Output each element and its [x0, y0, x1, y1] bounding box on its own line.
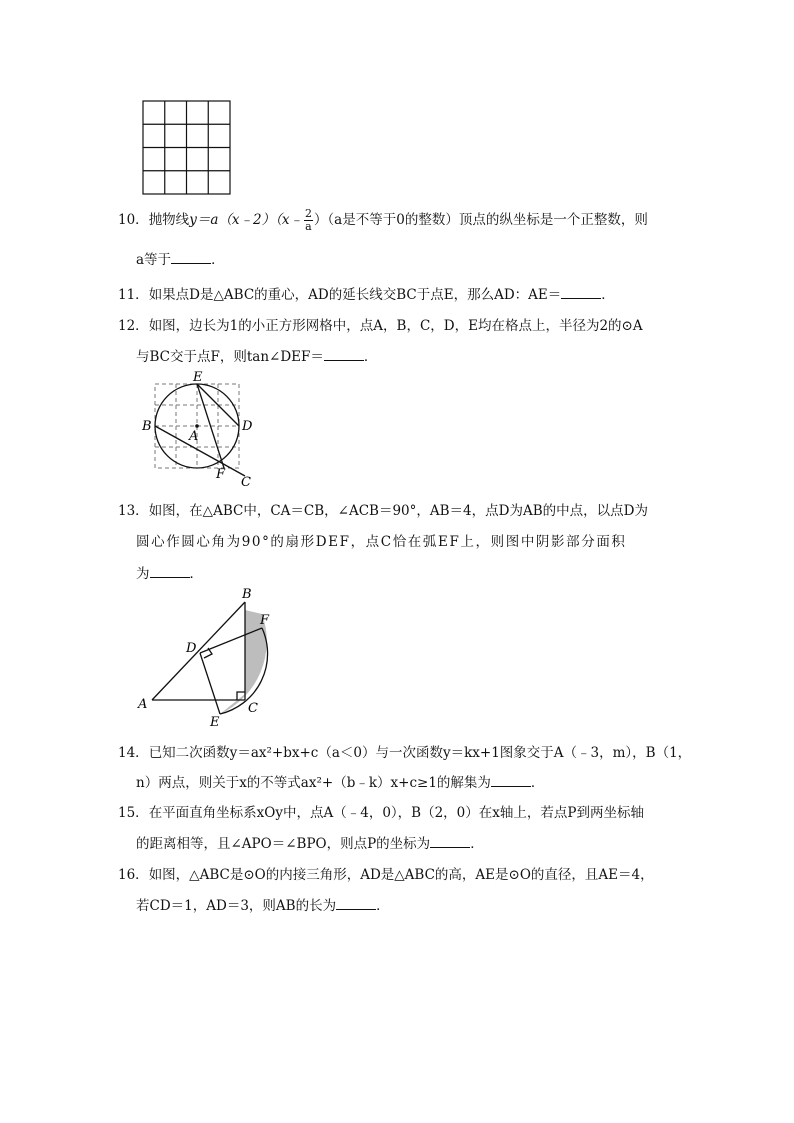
question-text: ）（a是不等于0的整数）顶点的纵坐标是一个正整数，则 — [313, 212, 648, 228]
question-number: 14． — [118, 745, 149, 761]
circle-grid-figure — [138, 368, 264, 490]
punctuation: ． — [363, 349, 378, 365]
question-number: 13． — [118, 503, 149, 519]
question-number: 11． — [118, 287, 149, 303]
question-text: n）两点，则关于x的不等式ax²+（b﹣k）x+c≥1的解集为 — [136, 775, 491, 791]
label-E: E — [210, 715, 220, 728]
label-A: A — [189, 429, 199, 444]
question-text: 的距离相等，且∠APO＝∠BPO，则点P的坐标为 — [136, 836, 431, 852]
label-F: F — [260, 613, 270, 628]
label-C: C — [248, 701, 258, 716]
question-text: 如图，△ABC是⊙O的内接三角形，AD是△ABC的高，AE是⊙O的直径，且AE＝4， — [148, 867, 654, 883]
question-number: 10． — [118, 212, 149, 228]
question-15-line-2 — [136, 832, 484, 852]
question-16-line-1 — [118, 863, 654, 883]
grid-figure — [142, 100, 232, 196]
answer-blank[interactable] — [336, 897, 376, 910]
question-text: 如果点D是△ABC的重心，AD的延长线交BC于点E，那么AD：AE＝ — [148, 287, 562, 303]
equation: y＝a（x﹣2）（x﹣ — [189, 212, 303, 228]
punctuation: ． — [530, 775, 545, 791]
question-13-line-1 — [118, 499, 648, 519]
label-B: B — [242, 587, 252, 602]
question-text: 为 — [136, 566, 150, 582]
question-12-line-1 — [118, 314, 643, 334]
question-11 — [118, 283, 615, 303]
question-13-line-2 — [136, 530, 627, 550]
question-text: 抛物线 — [148, 212, 190, 228]
question-text: 圆心作圆心角为90°的扇形DEF，点C恰在弧EF上，则图中阴影部分面积 — [136, 534, 627, 550]
question-14-line-1 — [118, 741, 691, 761]
answer-blank[interactable] — [171, 251, 211, 264]
label-A: A — [138, 697, 148, 712]
question-12-line-2 — [136, 345, 377, 365]
question-text: 如图，在△ABC中，CA＝CB，∠ACB＝90°，AB＝4，点D为AB的中点，以点D为 — [148, 503, 648, 519]
answer-blank[interactable] — [430, 835, 470, 848]
question-text: 如图，边长为1的小正方形网格中，点A，B，C，D，E均在格点上，半径为2的⊙A — [148, 318, 643, 334]
fraction — [304, 208, 313, 233]
question-13-line-3 — [136, 562, 203, 582]
punctuation: ． — [376, 898, 390, 914]
punctuation: ． — [211, 252, 225, 268]
fraction-denominator: a — [305, 220, 312, 233]
label-D: D — [186, 641, 197, 656]
question-number: 15． — [118, 805, 149, 821]
label-C: C — [241, 475, 251, 490]
answer-blank[interactable] — [491, 774, 531, 787]
fraction-numerator: 2 — [304, 207, 312, 220]
answer-blank[interactable] — [324, 348, 364, 361]
label-F: F — [216, 467, 226, 482]
question-number: 16． — [118, 867, 149, 883]
question-number: 12． — [118, 318, 149, 334]
question-text: a等于 — [136, 252, 172, 268]
label-B: B — [142, 419, 152, 434]
question-10-line-1 — [118, 208, 648, 233]
triangle-sector-figure — [134, 586, 284, 728]
punctuation: ． — [189, 566, 203, 582]
question-10-line-2 — [136, 248, 225, 268]
punctuation: ． — [470, 836, 484, 852]
answer-blank[interactable] — [561, 286, 601, 299]
question-14-line-2 — [136, 771, 544, 791]
answer-blank[interactable] — [150, 565, 190, 578]
punctuation: ． — [601, 287, 615, 303]
question-text: 在平面直角坐标系xOy中，点A（﹣4，0），B（2，0）在x轴上，若点P到两坐标轴 — [148, 805, 644, 821]
question-text: 已知二次函数y＝ax²+bx+c（a＜0）与一次函数y＝kx+1图象交于A（﹣3，m），B（1， — [148, 745, 692, 761]
label-E: E — [193, 370, 203, 385]
label-D: D — [242, 419, 253, 434]
question-16-line-2 — [136, 894, 390, 914]
question-text: 与BC交于点F，则tan∠DEF＝ — [136, 349, 324, 365]
question-15-line-1 — [118, 801, 644, 821]
question-text: 若CD＝1，AD＝3，则AB的长为 — [136, 898, 337, 914]
